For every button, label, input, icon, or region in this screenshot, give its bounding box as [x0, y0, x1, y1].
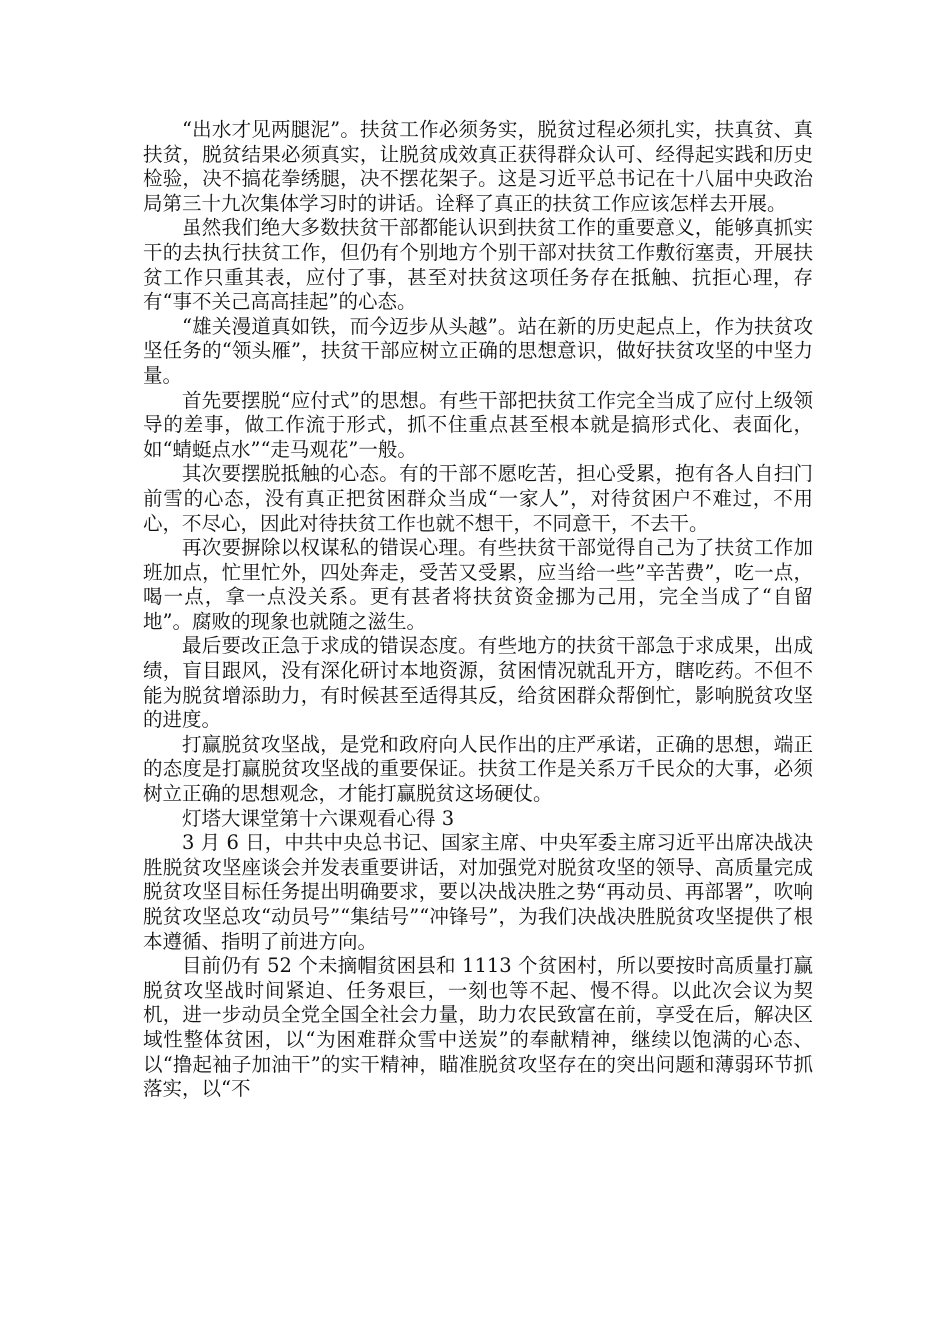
- paragraph-fourth-point: 最后要改正急于求成的错误态度。有些地方的扶贫干部急于求成果，出成绩，盲目跟风，没有深化研讨本地资源，贫困情况就乱开方，瞎吃药。不但不能为脱贫增添助力，有时候甚至适得其反，给贫困群众帮倒忙，影响脱贫攻坚的进度。: [143, 634, 813, 732]
- paragraph-cadre-attitude: 虽然我们绝大多数扶贫干部都能认识到扶贫工作的重要意义，能够真抓实干的去执行扶贫工作，但仍有个别地方个别干部对扶贫工作敷衍塞责，开展扶贫工作只重其表，应付了事，甚至对扶贫这项任务存在抵触、抗拒心理，存有“事不关己高高挂起”的心态。: [143, 216, 813, 314]
- paragraph-third-point: 再次要摒除以权谋私的错误心理。有些扶贫干部觉得自己为了扶贫工作加班加点，忙里忙外，四处奔走，受苦又受累，应当给一些”辛苦费”，吃一点，喝一点，拿一点没关系。更有甚者将扶贫资金挪为己用，完全当成了“自留地”。腐败的现象也就随之滋生。: [143, 536, 813, 633]
- paragraph-new-start: “雄关漫道真如铁，而今迈步从头越”。站在新的历史起点上，作为扶贫攻坚任务的“领头雁”，扶贫干部应树立正确的思想意识，做好扶贫攻坚的中坚力量。: [143, 314, 813, 387]
- paragraph-first-point: 首先要摆脱“应付式”的思想。有些干部把扶贫工作完全当成了应付上级领导的差事，做工作流于形式，抓不住重点甚至根本就是搞形式化、表面化，如“蜻蜓点水”“走马观花”一般。: [143, 388, 813, 461]
- section-heading: 灯塔大课堂第十六课观看心得 3: [182, 806, 455, 830]
- paragraph-march-meeting: 3 月 6 日，中共中央总书记、国家主席、中央军委主席习近平出席决战决胜脱贫攻坚座谈会并发表重要讲话，对加强党对脱贫攻坚的领导、高质量完成脱贫攻坚目标任务提出明确要求，要以决战决胜之势“再动员、再部署”，吹响脱贫攻坚总攻“动员号”“集结号”“冲锋号”，为我们决战决胜脱贫攻坚提供了根本遵循、指明了前进方向。: [143, 831, 813, 953]
- paragraph-remaining-counties: 目前仍有 52 个未摘帽贫困县和 1113 个贫困村，所以要按时高质量打赢脱贫攻坚战时间紧迫、任务艰巨，一刻也等不起、慢不得。以此次会议为契机，进一步动员全党全国全社会力量，助力农民致富在前，享受在后，解决区域性整体贫困，以“为困难群众雪中送炭”的奉献精神，继续以饱满的心态、以“撸起袖子加油干”的实干精神，瞄准脱贫攻坚存在的突出问题和薄弱环节抓落实，以“不: [143, 954, 813, 1101]
- document-body: [143, 118, 813, 1102]
- paragraph-conclusion: 打赢脱贫攻坚战，是党和政府向人民作出的庄严承诺，正确的思想，端正的态度是打赢脱贫攻坚战的重要保证。扶贫工作是关系万千民众的大事，必须树立正确的思想观念，才能打赢脱贫这场硬仗。: [143, 732, 813, 806]
- paragraph-second-point: 其次要摆脱抵触的心态。有的干部不愿吃苦，担心受累，抱有各人自扫门前雪的心态，没有真正把贫困群众当成“一家人”，对待贫困户不难过，不用心，不尽心，因此对待扶贫工作也就不想干，不同意干，不去干。: [143, 462, 813, 535]
- paragraph-intro-quote: “出水才见两腿泥”。扶贫工作必须务实，脱贫过程必须扎实，扶真贫、真扶贫，脱贫结果必须真实，让脱贫成效真正获得群众认可、经得起实践和历史检验，决不搞花拳绣腿，决不摆花架子。这是习近平总书记在十八届中央政治局第三十九次集体学习时的讲话。诠释了真正的扶贫工作应该怎样去开展。: [143, 118, 813, 215]
